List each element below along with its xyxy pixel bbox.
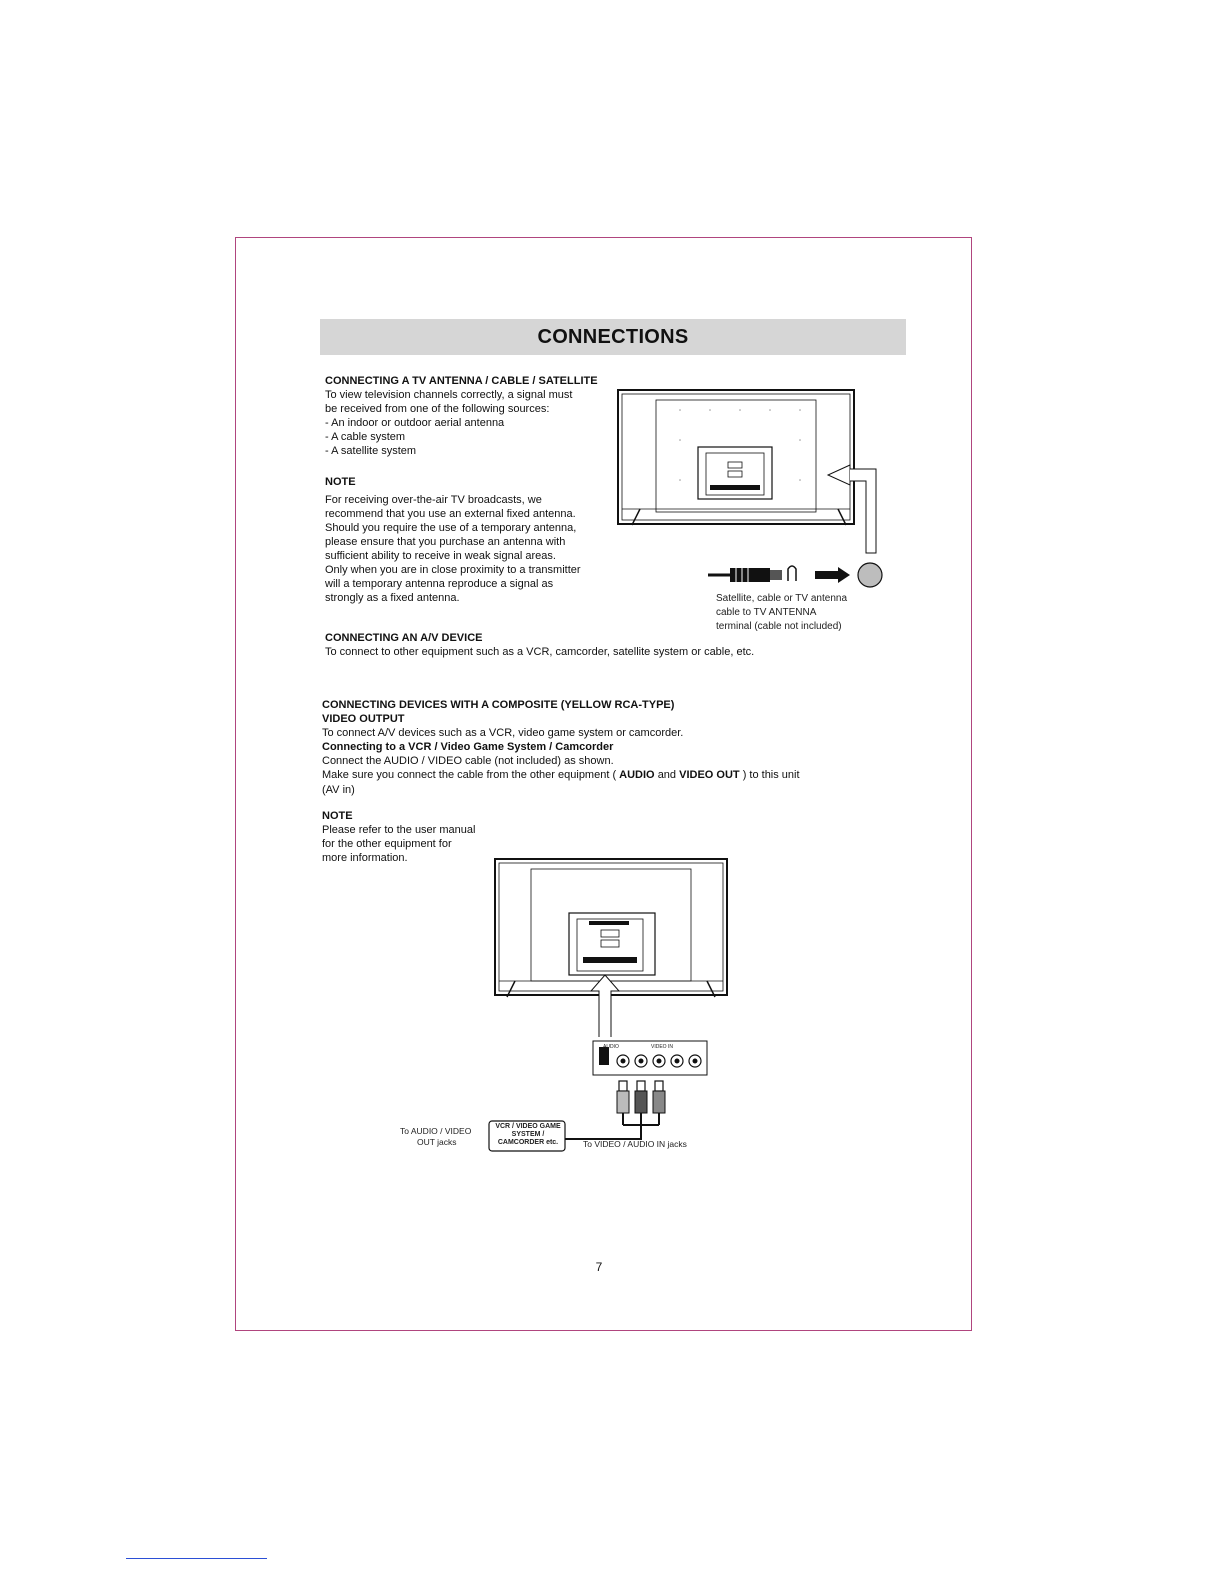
device-box-line: CAMCORDER etc.	[497, 1139, 559, 1146]
composite-text-line: To connect A/V devices such as a VCR, video game system or camcorder.	[322, 727, 684, 739]
antenna-note-line: sufficient ability to receive in weak signal areas.	[325, 550, 556, 562]
antenna-text-line: - An indoor or outdoor aerial antenna	[325, 417, 505, 429]
page-title: CONNECTIONS	[320, 319, 906, 355]
antenna-heading: CONNECTING A TV ANTENNA / CABLE / SATELLITE	[325, 375, 598, 387]
antenna-note-line: will a temporary antenna reproduce a signal as	[325, 578, 554, 590]
tv-antenna-diagram	[610, 385, 900, 600]
antenna-note-line: Should you require the use of a temporary antenna,	[325, 522, 577, 534]
panel-switch-label: AV IN	[597, 1070, 608, 1075]
antenna-caption: Satellite, cable or TV antenna	[716, 593, 848, 604]
composite-note-line: Please refer to the user manual	[322, 824, 476, 836]
label-av-out-2: OUT jacks	[417, 1137, 457, 1147]
composite-line3-post: ) to this unit	[742, 769, 800, 781]
antenna-note-heading: NOTE	[325, 476, 356, 488]
antenna-note-line: Only when you are in close proximity to a transmitter	[325, 564, 581, 576]
tv-av-diagram	[485, 855, 735, 1155]
composite-line3-pre: Make sure you connect the cable from the other equipment (	[322, 769, 617, 781]
page-number: 7	[595, 1260, 603, 1274]
label-av-in: To VIDEO / AUDIO IN jacks	[583, 1139, 687, 1149]
antenna-text-line: - A cable system	[325, 431, 406, 443]
av-device-heading: CONNECTING AN A/V DEVICE	[325, 632, 483, 644]
composite-text-line: Connect the AUDIO / VIDEO cable (not included) as shown.	[322, 755, 614, 767]
composite-note-line: more information.	[322, 852, 408, 864]
composite-heading-2: VIDEO OUTPUT	[322, 713, 405, 725]
panel-video-label: VIDEO IN	[651, 1044, 673, 1050]
antenna-note-line: please ensure that you purchase an antenna with	[325, 536, 566, 548]
panel-audio-label: AUDIO	[603, 1044, 619, 1050]
antenna-caption: terminal (cable not included)	[716, 621, 842, 632]
composite-subheading: Connecting to a VCR / Video Game System / Camcorder	[322, 741, 614, 753]
antenna-note-line: recommend that you use an external fixed antenna.	[325, 508, 576, 520]
antenna-text-line: - A satellite system	[325, 445, 417, 457]
composite-line3-audio: AUDIO	[619, 769, 655, 781]
footer-rule	[126, 1558, 267, 1559]
antenna-text-line: To view television channels correctly, a signal must	[325, 389, 573, 401]
composite-note-line: for the other equipment for	[322, 838, 452, 850]
device-box-line: VCR / VIDEO GAME	[495, 1123, 561, 1130]
label-av-out-1: To AUDIO / VIDEO	[400, 1126, 472, 1136]
composite-line3-and: and	[657, 769, 677, 781]
device-box-line: SYSTEM /	[511, 1131, 545, 1138]
av-device-text: To connect to other equipment such as a VCR, camcorder, satellite system or cable, etc.	[325, 646, 755, 658]
composite-text-line	[322, 768, 800, 782]
composite-line3-video-out: VIDEO OUT	[679, 769, 740, 781]
composite-text-line: (AV in)	[322, 784, 355, 796]
antenna-note-line: strongly as a fixed antenna.	[325, 592, 460, 604]
antenna-note-line: For receiving over-the-air TV broadcasts, we	[325, 494, 542, 506]
antenna-caption: cable to TV ANTENNA	[716, 607, 817, 618]
antenna-text-line: be received from one of the following sources:	[325, 403, 550, 415]
composite-note-heading: NOTE	[322, 810, 353, 822]
composite-heading: CONNECTING DEVICES WITH A COMPOSITE (YELLOW RCA-TYPE)	[322, 699, 675, 711]
